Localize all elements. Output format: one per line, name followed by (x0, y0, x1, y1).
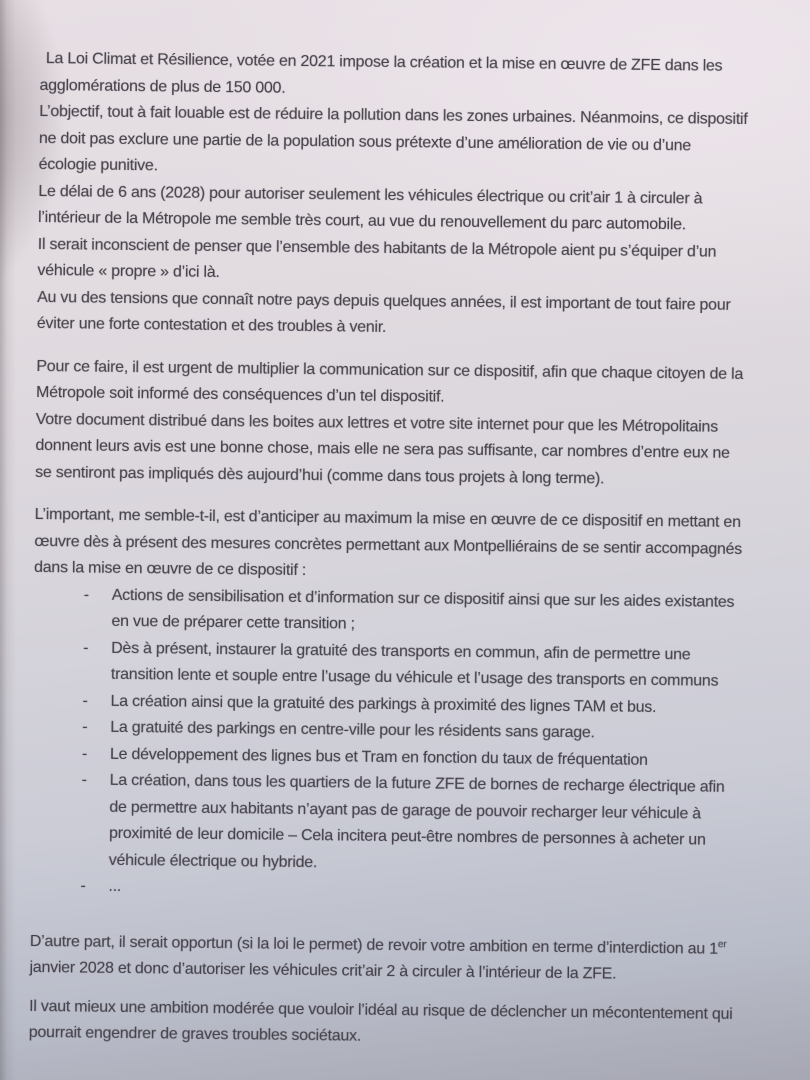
list-item (31, 767, 744, 881)
list-item-text: Le développement des lignes bus et Tram en fonction du taux de fréquentation (109, 745, 648, 769)
closing-paragraph: Il vaut mieux une ambition modérée que vouloir l’idéal au risque de déclencher un mécontentement qui pourrait engendrer de graves troubles sociétaux. (28, 997, 733, 1045)
closing-paragraph (29, 928, 742, 989)
list-item (33, 581, 746, 642)
paragraph: L’objectif, tout à fait louable est de réduire la pollution dans les zones urbaines. Néanmoins, ce dispositif ne doit pas exclure une partie de la population sous prétexte d’une amélioration de vie ou d’une écologie punitive. (38, 102, 748, 175)
paragraph: Il serait inconscient de penser que l’ensemble des habitants de la Métropole aient pu s’équiper d’un véhicule « propre » d’ici là. (37, 235, 717, 282)
letter-page (29, 46, 752, 1055)
paragraph: Votre document distribué dans les boites aux lettres et votre site internet pour que les Métropolitains donnent leurs avis est une bonne chose, mais elle ne sera pas suffisante, car nombres d’entre eux ne se sentiront pas impliqués dès aujourd’hui (comme dans tous projets à long terme). (35, 410, 730, 487)
list-item-text: Actions de sensibilisation et d’information sur ce dispositif ainsi que sur les aides existantes en vue de préparer cette transition ; (111, 586, 735, 633)
list-intro-paragraph: L’important, me semble-t-il, est d’anticiper au maximum la mise en œuvre de ce dispositif en mettant en œuvre dès à présent des mesures concrètes permettant aux Montpelliérains de se sentir accompagnés dans la mise en œuvre de ce dispositif : (33, 505, 743, 580)
list-item-text: ... (108, 877, 122, 895)
paragraph: Le délai de 6 ans (2028) pour autoriser seulement les véhicules électrique ou crit’air 1 à circuler à l’intérieur de la Métropole me semble très court, au vue du renouvellement du parc automobile. (37, 182, 703, 234)
dash-bullet: - (82, 718, 88, 736)
paragraph: La Loi Climat et Résilience, votée en 2021 impose la création et la mise en œuvre de ZFE dans les agglomérations de plus de 150 000. (39, 50, 723, 97)
list-item-text: La gratuité des parkings en centre-ville pour les résidents sans garage. (110, 718, 595, 742)
dash-bullet: - (80, 877, 86, 895)
list-item-text: La création, dans tous les quartiers de la future ZFE de bornes de recharge électrique afin de permettre aux habitants n’ayant pas de garage de pouvoir recharger leur véhicule à proximité de leur domicile – Cela incitera peut-être nombres de personnes à acheter un véhicule électrique ou hybride. (108, 771, 725, 871)
dash-bullet: - (81, 771, 87, 789)
paragraph: Au vu des tensions que connaît notre pays depuis quelques années, il est important de tout faire pour éviter une forte contestation et des troubles à venir. (36, 288, 731, 336)
closing-text-after-sup: janvier 2028 et donc d’autoriser les véhicules crit’air 2 à circuler à l’intérieur de la ZFE. (29, 958, 617, 983)
ordinal-superscript: er (717, 938, 727, 951)
dash-bullet: - (83, 639, 89, 657)
list-item-text: Dès à présent, instaurer la gratuité des transports en commun, afin de permettre une transition lente et souple entre l’usage du véhicule et l’usage des transports en communs (110, 639, 719, 690)
bullet-list (30, 581, 746, 907)
dash-bullet: - (81, 745, 88, 763)
list-item-text: La création ainsi que la gratuité des parkings à proximité des lignes TAM et bus. (110, 692, 657, 716)
paragraph: Pour ce faire, il est urgent de multiplier la communication sur ce dispositif, afin que chaque citoyen de la Métropole soit informé des conséquences d’un tel dispositif. (35, 357, 744, 406)
dash-bullet: - (82, 692, 88, 710)
dash-bullet: - (83, 586, 89, 604)
closing-text-before-sup: D’autre part, il serait opportun (si la loi le permet) de revoir votre ambition en terme d’interdiction au 1 (29, 932, 718, 958)
list-item (33, 634, 746, 695)
